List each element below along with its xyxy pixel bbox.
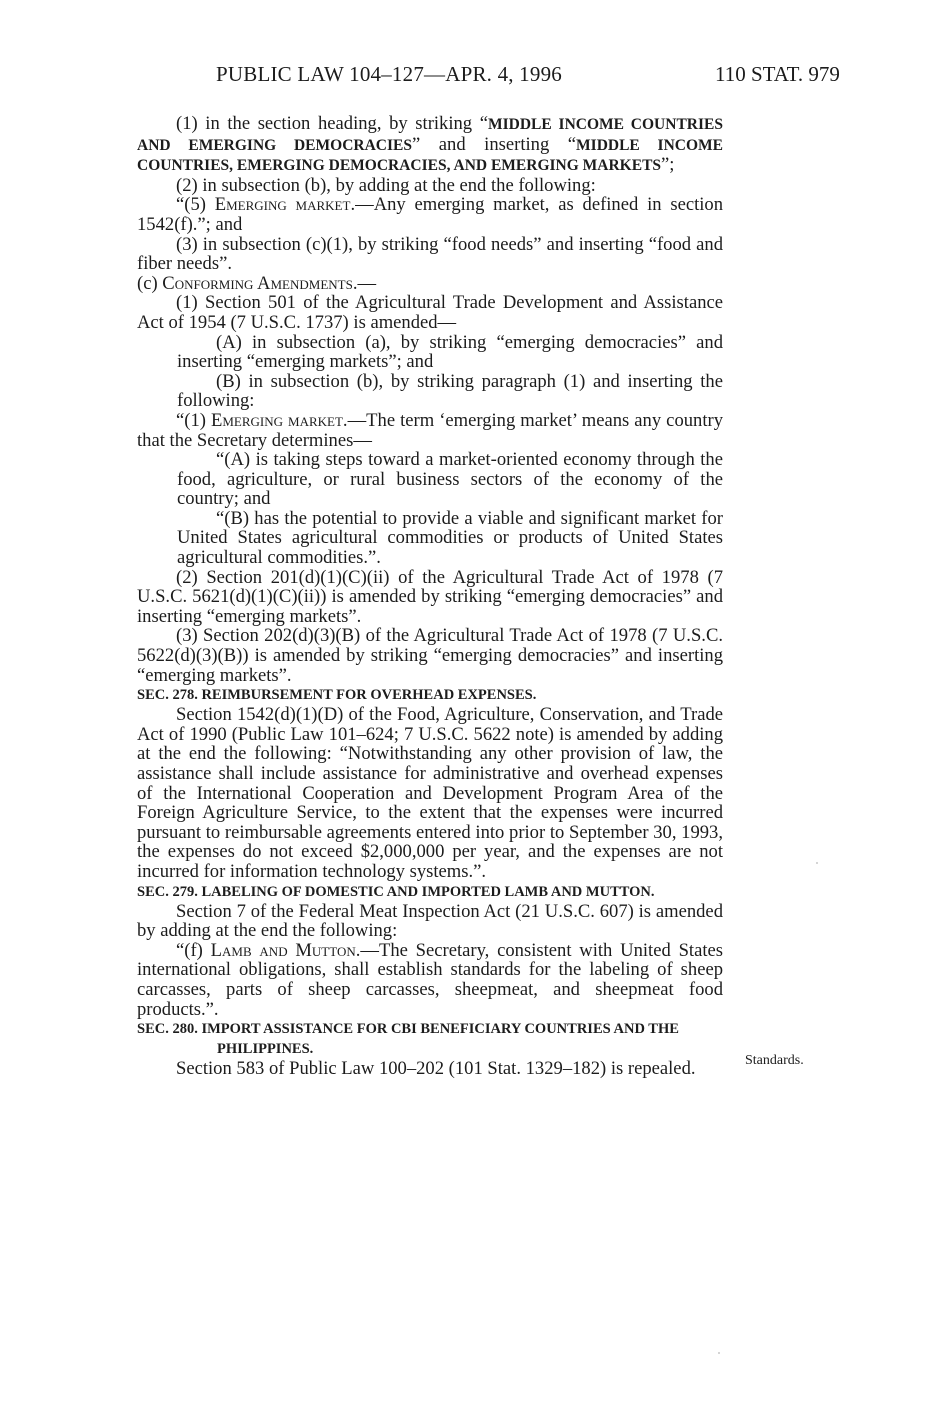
- section-279-subsection-f: “(f) Lamb and Mutton.—The Secretary, consistent with United States international obligations, shall establish standards for the labeling of sheep carcasses, parts of sheep carcasses, sheepmeat, and sheepmeat food products.”.: [137, 939, 723, 1020]
- paragraph-3: “(5) Emerging market.—Any emerging market, as defined in section 1542(f).”; and: [137, 194, 723, 235]
- section-280-text: Section 583 of Public Law 100–202 (101 Stat. 1329–182) is repealed.: [176, 1058, 696, 1080]
- statute-page-number: 110 STAT. 979: [715, 62, 840, 86]
- section-278-heading: SEC. 278. REIMBURSEMENT FOR OVERHEAD EXPENSES.: [137, 687, 537, 704]
- scan-speck: [718, 1352, 720, 1354]
- paragraph-6: (1) Section 501 of the Agricultural Trade Development and Assistance Act of 1954 (7 U.S.C. 1737) is amended—: [137, 292, 723, 333]
- paragraph-12: (2) Section 201(d)(1)(C)(ii) of the Agricultural Trade Act of 1978 (7 U.S.C. 5621(d)(1)(C)(ii)) is amended by striking “emerging democracies” and inserting “emerging markets”.: [137, 566, 723, 627]
- paragraph-1: (1) in the section heading, by striking “MIDDLE INCOME COUNTRIES AND EMERGING DEMOCRACIES” and inserting “MIDDLE INCOME COUNTRIES, EMERGING DEMOCRACIES, AND EMERGING MARKETS”;: [137, 113, 723, 176]
- margin-note-standards: Standards.: [745, 1053, 804, 1068]
- paragraph-13: (3) Section 202(d)(3)(B) of the Agricultural Trade Act of 1978 (7 U.S.C. 5622(d)(3)(B)) is amended by striking “emerging democracies” and inserting “emerging markets”.: [137, 625, 723, 686]
- paragraph-2: (2) in subsection (b), by adding at the end the following:: [176, 174, 596, 196]
- section-280-heading: SEC. 280. IMPORT ASSISTANCE FOR CBI BENEFICIARY COUNTRIES AND THE PHILIPPINES.: [137, 1021, 679, 1058]
- section-279-text: Section 7 of the Federal Meat Inspection Act (21 U.S.C. 607) is amended by adding at the end the following:: [137, 900, 723, 942]
- paragraph-10: “(A) is taking steps toward a market-oriented economy through the food, agriculture, or rural business sectors of the economy of the country; and: [177, 449, 723, 510]
- section-278-text: Section 1542(d)(1)(D) of the Food, Agriculture, Conservation, and Trade Act of 1990 (Public Law 101–624; 7 U.S.C. 5622 note) is amended by adding at the end the following: “Notwithstanding any other provision of law, the assistance shall include assistance for administrative and overhead expenses of the International Cooperation and Development Program Area of the Foreign Agriculture Service, to the extent that the expenses were incurred pursuant to reimbursable agreements entered into prior to September 30, 1993, the expenses do not exceed $2,000,000 per year, and the expenses are not incurred for information technology systems.”.: [137, 704, 723, 882]
- scan-speck: [816, 862, 818, 864]
- running-head-title: PUBLIC LAW 104–127—APR. 4, 1996: [216, 62, 562, 86]
- paragraph-11: “(B) has the potential to provide a viable and significant market for United States agricultural commodities or products of United States agricultural commodities.”.: [177, 507, 723, 569]
- subsection-heading-c: (c) Conforming Amendments.—: [137, 272, 377, 294]
- paragraph-9: “(1) Emerging market.—The term ‘emerging market’ means any country that the Secretary determines—: [137, 409, 723, 451]
- section-279-heading: SEC. 279. LABELING OF DOMESTIC AND IMPORTED LAMB AND MUTTON.: [137, 883, 655, 900]
- paragraph-7: (A) in subsection (a), by striking “emerging democracies” and inserting “emerging markets”; and: [177, 331, 723, 373]
- body-text: [137, 114, 723, 1079]
- paragraph-8: (B) in subsection (b), by striking paragraph (1) and inserting the following:: [177, 370, 723, 412]
- paragraph-4: (3) in subsection (c)(1), by striking “food needs” and inserting “food and fiber needs”.: [137, 233, 723, 275]
